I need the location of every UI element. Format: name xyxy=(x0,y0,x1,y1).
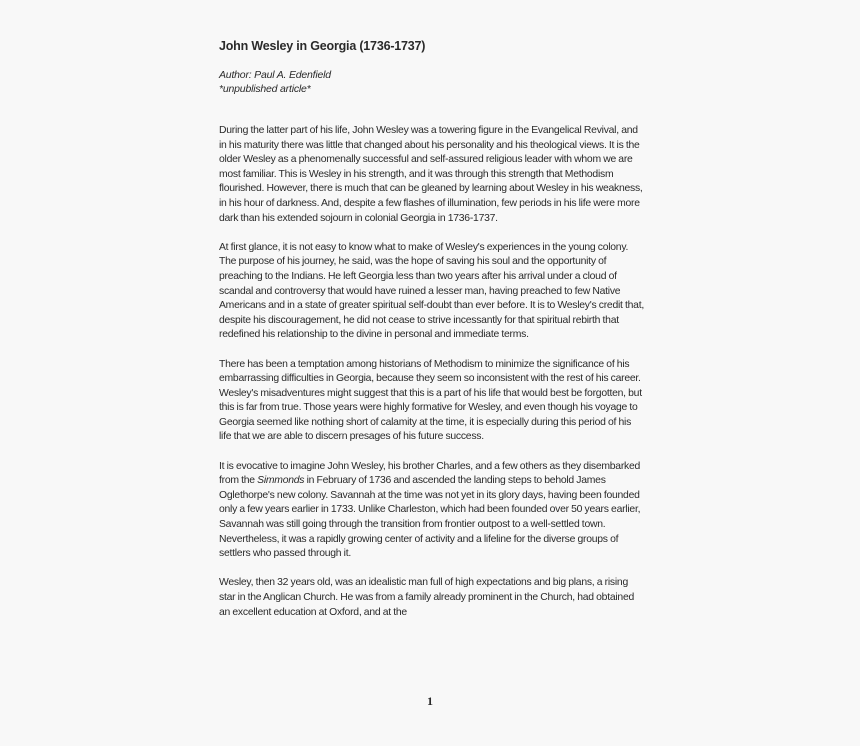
paragraph-5 xyxy=(219,576,644,620)
paragraph-2-text: At first glance, it is not easy to know what to make of Wesley's experiences in the young colony. The purpose of his journey, he said, was the hope of saving his soul and the opportunity of preaching to the Indians. He left Georgia less than two years after his arrival under a cloud of scandal and controversy that would have ruined a lesser man, having preached to few Native Americans and in a state of greater spiritual self-doubt than ever before. It is to Wesley's credit that, despite his discouragement, he did not cease to strive incessantly for that spiritual rebirth that redefined his relationship to the divine in personal and immediate terms. xyxy=(219,241,644,341)
paragraph-5-text: Wesley, then 32 years old, was an idealistic man full of high expectations and big plans, a rising star in the Anglican Church. He was from a family already prominent in the Church, had obtained an excellent education at Oxford, and at the xyxy=(219,577,635,618)
paragraph-3-text: There has been a temptation among historians of Methodism to minimize the significance of his embarrassing difficulties in Georgia, because they seem so inconsistent with the rest of his career. Wesley's misadventures might suggest that this is a part of his life that would best be forgotten, but this is far from true. Those years were highly formative for Wesley, and even though his voyage to Georgia seemed like nothing short of calamity at the time, it is especially during this period of his life that we are able to discern presages of his future success. xyxy=(219,358,642,443)
paragraph-2 xyxy=(219,241,644,343)
paragraph-4 xyxy=(219,460,644,562)
paragraph-1-text: During the latter part of his life, John Wesley was a towering figure in the Evangelical Revival, and in his maturity there was little that changed about his personality and his theological views. It is the older Wesley as a phenomenally successful and self-assured religious leader with whom we are most familiar. This is Wesley in his strength, and it was through this strength that Methodism flourished. However, there is much that can be gleaned by learning about Wesley in his weakness, in his hour of darkness. And, despite a few flashes of illumination, few periods in his life were more dark than his extended sojourn in colonial Georgia in 1736-1737. xyxy=(219,125,643,224)
author-line: Author: Paul A. Edenfield xyxy=(219,69,331,81)
unpublished-note: *unpublished article* xyxy=(219,83,311,95)
ship-name-italic: Simmonds xyxy=(257,475,305,487)
article-title: John Wesley in Georgia (1736-1737) xyxy=(219,39,426,53)
paragraph-4-text-start: It is evocative to imagine John Wesley, his brother Charles, and a few others as they disembarked from the xyxy=(219,460,641,487)
article-content xyxy=(219,38,644,635)
paragraph-1 xyxy=(219,124,644,226)
author-block xyxy=(219,68,644,96)
paragraph-3 xyxy=(219,358,644,446)
article-body xyxy=(219,124,644,620)
paragraph-4-text-end: in February of 1736 and ascended the landing steps to behold James Oglethorpe's new colony. Savannah at the time was not yet in its glory days, having been founded only a few years earlier in 1733. Unlike Charleston, which had been founded over 50 years earlier, Savannah was still going through the transition from frontier outpost to a well-settled town. Nevertheless, it was a rapidly growing center of activity and a lifeline for the diverse groups of settlers who passed through it. xyxy=(219,475,641,560)
page-number: 1 xyxy=(427,694,433,708)
